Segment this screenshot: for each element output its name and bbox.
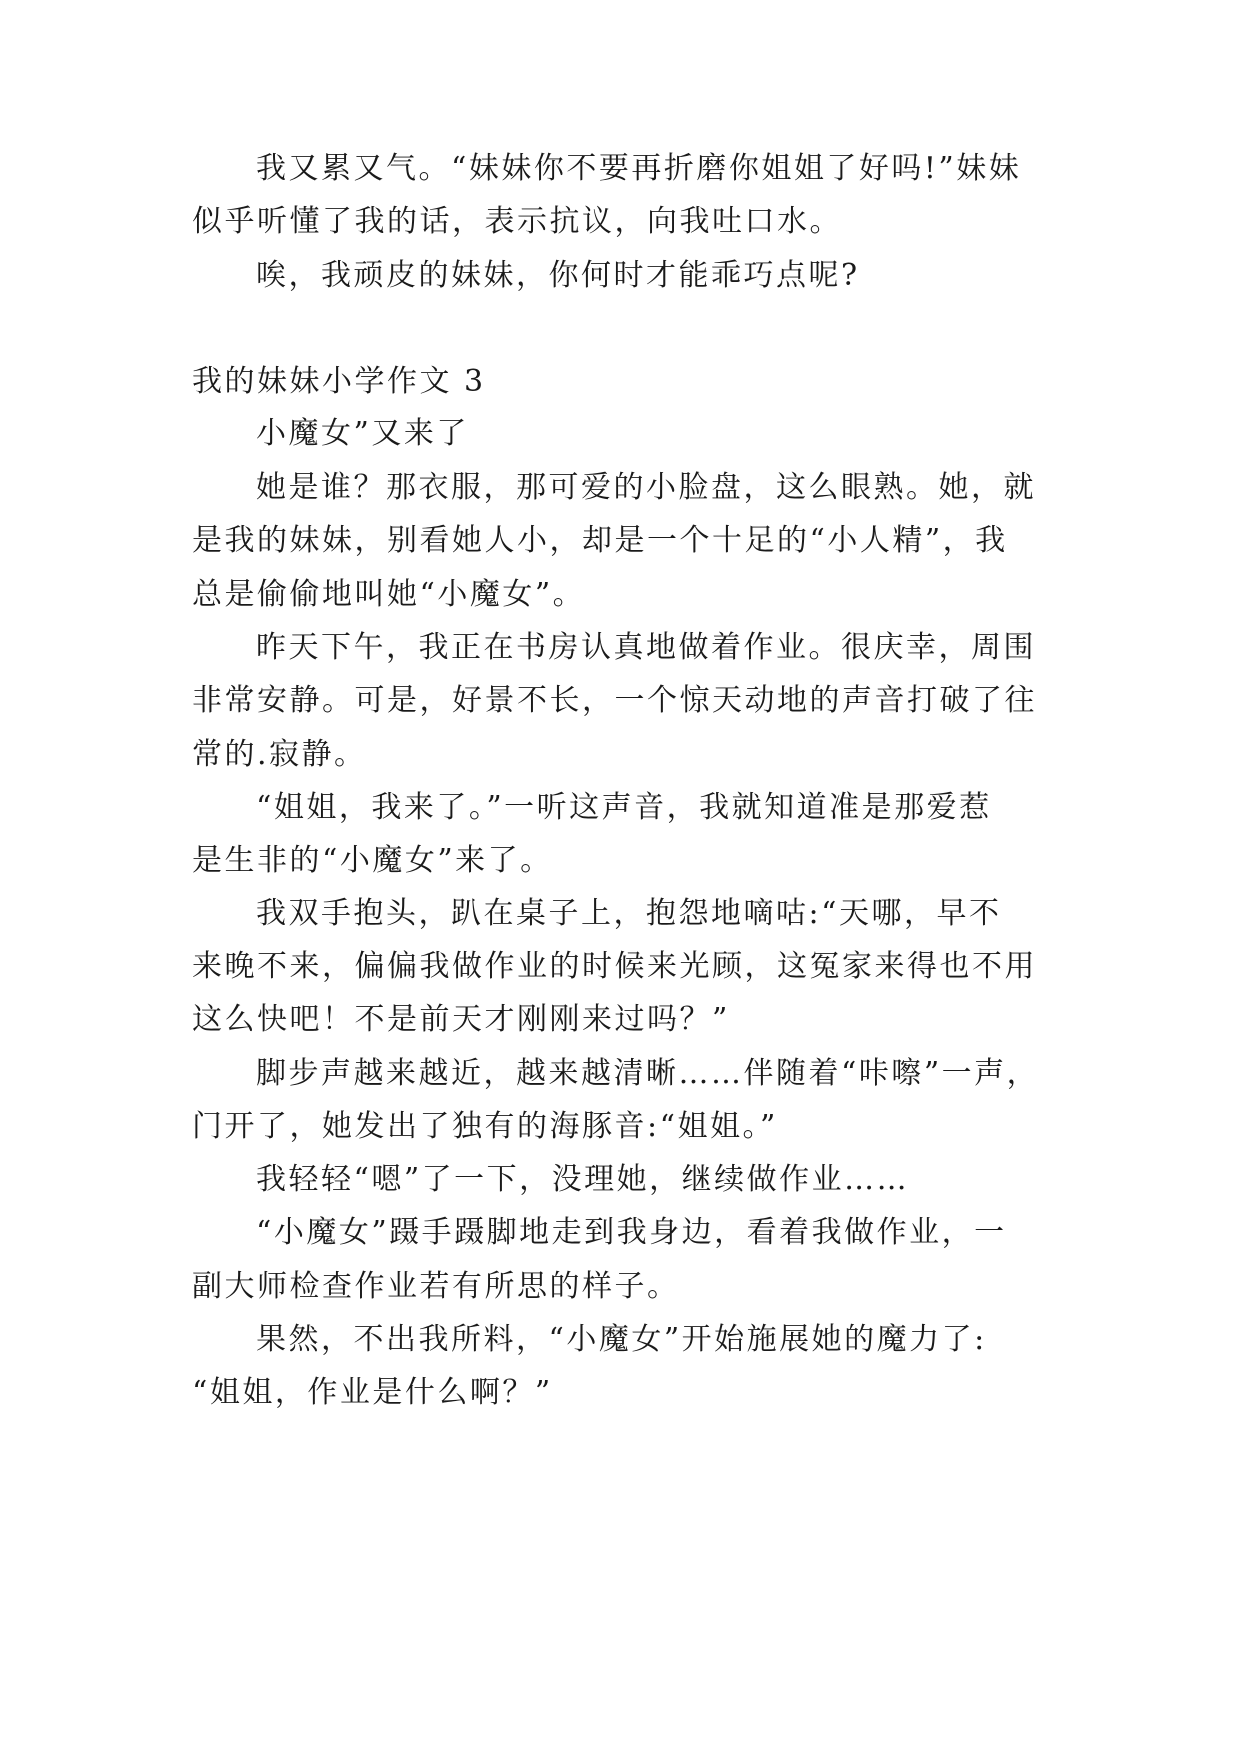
- paragraph-line: 果然，不出我所料，“小魔女”开始施展她的魔力了:: [256, 1322, 987, 1357]
- paragraph-line: 我又累又气。“妹妹你不要再折磨你姐姐了好吗!”妹妹: [256, 151, 1022, 186]
- paragraph-line: “小魔女”蹑手蹑脚地走到我身边，看着我做作业，一: [256, 1215, 1007, 1250]
- paragraph-line: 她是谁？那衣服，那可爱的小脸盘，这么眼熟。她，就: [256, 470, 1036, 505]
- paragraph-line: 脚步声越来越近，越来越清晰……伴随着“咔嚓”一声，: [256, 1056, 1040, 1091]
- paragraph-line: 是我的妹妹，别看她人小，却是一个十足的“小人精”，我: [192, 523, 1008, 558]
- paragraph-line: 来晚不来，偏偏我做作业的时候来光顾，这冤家来得也不用: [192, 949, 1037, 984]
- paragraph-line: 这么快吧！不是前天才刚刚来过吗？”: [192, 1002, 730, 1037]
- paragraph-line: 门开了，她发出了独有的海豚音:“姐姐。”: [192, 1109, 778, 1144]
- paragraph-line: 我轻轻“嗯”了一下，没理她，继续做作业……: [256, 1162, 910, 1197]
- paragraph-line: 似乎听懂了我的话，表示抗议，向我吐口水。: [192, 204, 842, 239]
- paragraph-line: 非常安静。可是，好景不长，一个惊天动地的声音打破了往: [192, 683, 1037, 718]
- paragraph-line: 是生非的“小魔女”来了。: [192, 843, 553, 878]
- paragraph-line: “姐姐，作业是什么啊？”: [192, 1375, 553, 1410]
- paragraph-line: 副大师检查作业若有所思的样子。: [192, 1269, 680, 1304]
- paragraph-line: “姐姐，我来了。”一听这声音，我就知道准是那爱惹: [256, 790, 992, 825]
- paragraph-line: 总是偷偷地叫她“小魔女”。: [192, 577, 586, 612]
- subtitle-line: 小魔女”又来了: [256, 416, 469, 451]
- paragraph-line: 常的.寂静。: [192, 737, 367, 772]
- paragraph-line: 我双手抱头，趴在桌子上，抱怨地嘀咕:“天哪，早不: [256, 896, 1002, 931]
- section-title: 我的妹妹小学作文 3: [192, 364, 486, 399]
- paragraph-line: 昨天下午，我正在书房认真地做着作业。很庆幸，周围: [256, 630, 1036, 665]
- paragraph-line: 唉，我顽皮的妹妹，你何时才能乖巧点呢?: [256, 258, 860, 293]
